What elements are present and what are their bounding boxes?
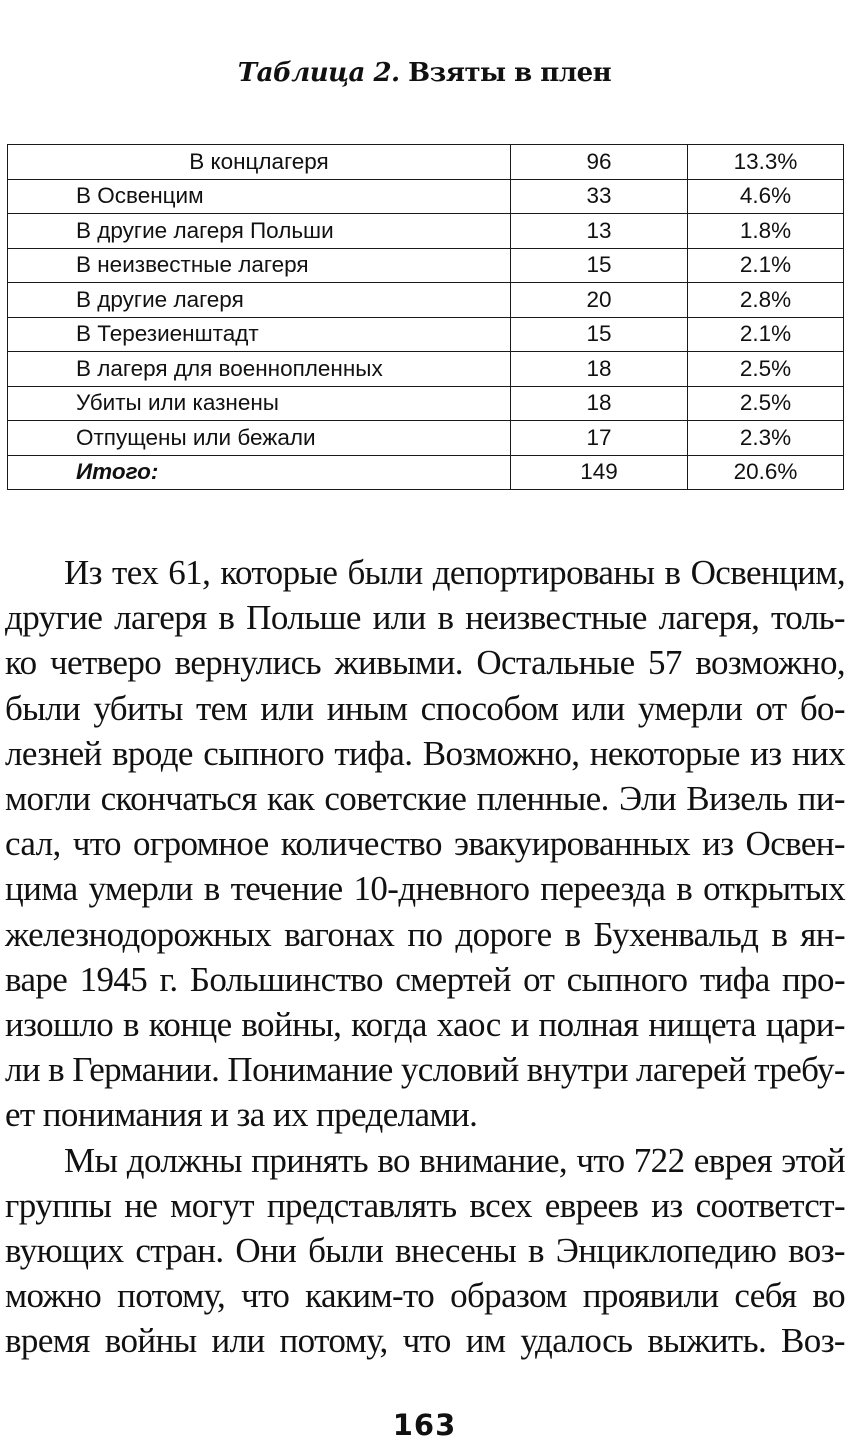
paragraph-1-line: другие лагеря в Польше или в неизвестные лагеря, толь-	[5, 598, 845, 638]
row-count: 17	[511, 421, 688, 456]
body-text	[5, 550, 845, 1364]
table-row	[8, 421, 844, 456]
table-row	[8, 317, 844, 352]
table-row	[8, 179, 844, 214]
row-percent: 4.6%	[688, 179, 844, 214]
row-count: 96	[511, 145, 688, 180]
row-percent: 13.3%	[688, 145, 844, 180]
row-label: Убиты или казнены	[8, 386, 511, 421]
row-count: 15	[511, 317, 688, 352]
paragraph-2-line: Мы должны принять во внимание, что 722 еврея этой	[64, 1140, 845, 1180]
row-percent: 2.1%	[688, 248, 844, 283]
table-row	[8, 352, 844, 387]
paragraph-1-line: лезней вроде сыпного тифа. Возможно, некоторые из них	[5, 733, 845, 773]
paragraph-2-line: группы не могут представлять всех евреев из соответст-	[5, 1185, 845, 1225]
row-percent: 2.8%	[688, 283, 844, 318]
paragraph-1-line: сал, что огромное количество эвакуированных из Освен-	[5, 824, 845, 864]
row-label: В другие лагеря	[8, 283, 511, 318]
row-percent: 1.8%	[688, 214, 844, 249]
total-count: 149	[511, 455, 688, 490]
table-row	[8, 248, 844, 283]
row-label: В Освенцим	[8, 179, 511, 214]
row-count: 18	[511, 352, 688, 387]
paragraph-1-line: железнодорожных вагонах по дороге в Бухенвальд в ян-	[5, 914, 845, 954]
page-number: 163	[392, 1408, 457, 1442]
row-label: В другие лагеря Польши	[8, 214, 511, 249]
paragraph-1-line: ко четверо вернулись живыми. Остальные 57 возможно,	[5, 643, 845, 683]
table-caption	[0, 58, 849, 88]
paragraph-1-line: изошло в конце войны, когда хаос и полная нищета цари-	[5, 1005, 845, 1045]
data-table	[7, 144, 844, 490]
row-count: 20	[511, 283, 688, 318]
table-caption-number: Таблица 2.	[237, 58, 400, 88]
row-count: 33	[511, 179, 688, 214]
table-total-row	[8, 455, 844, 490]
table-caption-title: Взяты в плен	[399, 58, 612, 88]
paragraph-1-line: Из тех 61, которые были депортированы в Освенцим,	[64, 553, 845, 592]
paragraph-1-line: цима умерли в течение 10-дневного переезда в открытых	[5, 869, 845, 909]
row-label: В Терезиенштадт	[8, 317, 511, 352]
paragraph-1-line: могли скончаться как советские пленные. Эли Визель пи-	[5, 779, 845, 819]
row-percent: 2.5%	[688, 386, 844, 421]
row-label: В концлагеря	[8, 145, 511, 180]
table-row	[8, 283, 844, 318]
row-percent: 2.3%	[688, 421, 844, 456]
total-label: Итого:	[8, 455, 511, 490]
row-percent: 2.1%	[688, 317, 844, 352]
paragraph-1-line: варе 1945 г. Большинство смертей от сыпного тифа про-	[5, 959, 845, 999]
paragraph-2-line: вующих стран. Они были внесены в Энциклопедию воз-	[5, 1231, 845, 1271]
table-row	[8, 386, 844, 421]
row-label: В лагеря для военнопленных	[8, 352, 511, 387]
row-count: 15	[511, 248, 688, 283]
paragraph-2-line: время войны или потому, что им удалось выжить. Воз-	[5, 1321, 845, 1361]
paragraph-1-line: ет понимания и за их пределами.	[5, 1095, 478, 1135]
row-percent: 2.5%	[688, 352, 844, 387]
row-label: Отпущены или бежали	[8, 421, 511, 456]
row-count: 18	[511, 386, 688, 421]
total-percent: 20.6%	[688, 455, 844, 490]
paragraph-1-line: были убиты тем или иным способом или умерли от бо-	[5, 688, 845, 728]
table-row	[8, 145, 844, 180]
paragraph-1-line: ли в Германии. Понимание условий внутри лагерей требу-	[5, 1050, 845, 1090]
paragraph-2-line: можно потому, что каким-то образом проявили себя во	[5, 1276, 845, 1316]
data-table-body	[8, 145, 844, 490]
row-label: В неизвестные лагеря	[8, 248, 511, 283]
row-count: 13	[511, 214, 688, 249]
table-row	[8, 214, 844, 249]
